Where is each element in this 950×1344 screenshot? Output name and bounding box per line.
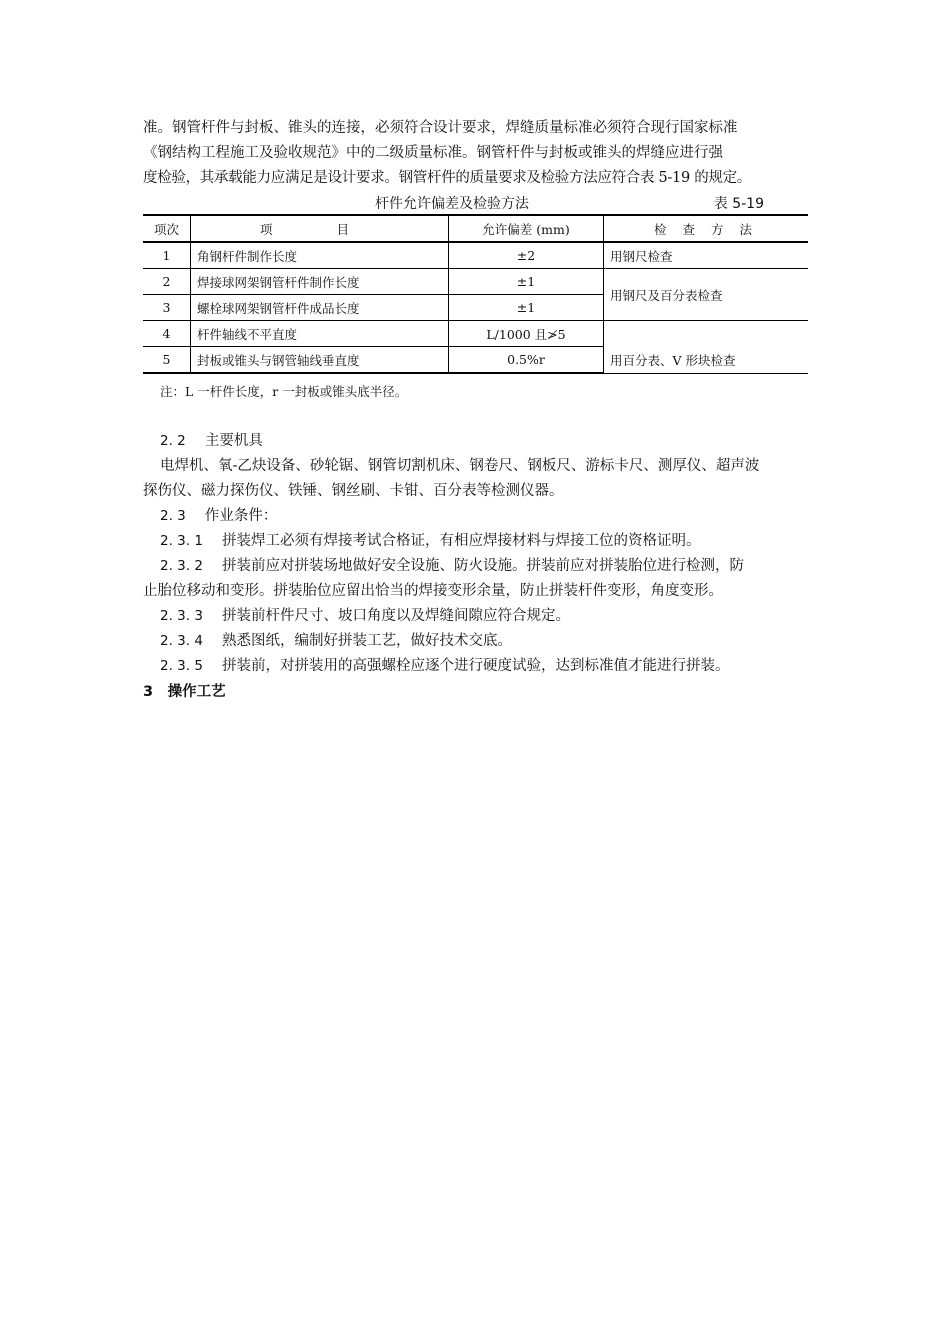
row-method: 用钢尺及百分表检查 [604,269,809,321]
clause-line [143,529,811,554]
table-note: 注：L 一杆件长度，r 一封板或锥头底半径。 [160,384,408,399]
intro-paragraph [143,116,811,191]
intro-line: 《钢结构工程施工及验收规范》中的二级质量标准。钢管杆件与封板或锥头的焊缝应进行强 [143,145,723,161]
row-item: 封板或锥头与钢管轴线垂直度 [191,347,449,374]
row-tolerance: ±2 [449,242,604,269]
row-tolerance: ±1 [449,269,604,295]
clause-continuation: 止胎位移动和变形。拼装胎位应留出恰当的焊接变形余量，防止拼装杆件变形，角度变形。 [143,583,723,599]
clause-line [143,604,811,629]
header-item: 项 目 [191,215,449,242]
clause-number: 2. 3. 4 [160,633,203,649]
table-row [143,269,808,295]
table-number: 表 5-19 [713,196,764,212]
clause-number: 2. 3. 5 [160,658,203,674]
clause-number: 2. 3. 3 [160,608,203,624]
table-title: 杆件允许偏差及检验方法 [375,196,529,212]
section-title: 主要机具 [204,433,263,449]
clause-number: 2. 3. 1 [160,533,203,549]
clause-text: 拼装前应对拼装场地做好安全设施、防火设施。拼装前应对拼装胎位进行检测，防 [222,558,745,574]
section-number: 2. 2 [160,433,186,449]
header-tolerance: 允许偏差 (mm) [449,215,604,242]
clause-number: 2. 3. 2 [160,558,203,574]
row-method: 用钢尺检查 [604,242,809,269]
row-method: 用百分表、V 形块检查 [604,321,809,374]
row-item: 螺栓球网架钢管杆件成品长度 [191,295,449,321]
row-item: 焊接球网架钢管杆件制作长度 [191,269,449,295]
row-item: 杆件轴线不平直度 [191,321,449,347]
section-number: 2. 3 [160,508,186,524]
table-caption [143,193,808,213]
intro-line: 准。钢管杆件与封板、锥头的连接，必须符合设计要求，焊缝质量标准必须符合现行国家标准 [143,120,738,136]
row-tolerance: ±1 [449,295,604,321]
row-no: 4 [143,321,191,347]
header-no: 项次 [143,215,191,242]
body-line: 电焊机、氧-乙炔设备、砂轮锯、钢管切割机床、钢卷尺、钢板尺、游标卡尺、测厚仪、超声波 [160,458,760,474]
section-heading-line [143,504,811,529]
intro-line: 度检验，其承载能力应满足是设计要求。钢管杆件的质量要求及检验方法应符合表 5-19 的规定。 [143,170,751,186]
heading-3: 3 操作工艺 [143,684,226,700]
clause-line [143,629,811,654]
clause-text: 拼装前杆件尺寸、坡口角度以及焊缝间隙应符合规定。 [222,608,571,624]
section-heading-line [143,429,811,454]
row-no: 5 [143,347,191,374]
row-tolerance: 0.5%r [449,347,604,374]
row-no: 1 [143,242,191,269]
clause-line [143,554,811,579]
row-tolerance: L/1000 且≯5 [449,321,604,347]
body-line: 探伤仪、磁力探伤仪、铁锤、钢丝刷、卡钳、百分表等检测仪器。 [143,483,564,499]
section-title: 作业条件： [204,508,278,524]
clause-text: 拼装前，对拼装用的高强螺栓应逐个进行硬度试验，达到标准值才能进行拼装。 [222,658,730,674]
row-no: 2 [143,269,191,295]
clause-text: 熟悉图纸，编制好拼装工艺，做好技术交底。 [222,633,513,649]
row-item: 角钢杆件制作长度 [191,242,449,269]
row-no: 3 [143,295,191,321]
clause-text: 拼装焊工必须有焊接考试合格证，有相应焊接材料与焊接工位的资格证明。 [222,533,701,549]
table-header-row [143,215,808,242]
tolerance-table [143,214,808,374]
section-2-2 [143,429,811,679]
table-row [143,242,808,269]
table-row [143,321,808,347]
header-method: 检 查 方 法 [604,215,809,242]
clause-line [143,654,811,679]
